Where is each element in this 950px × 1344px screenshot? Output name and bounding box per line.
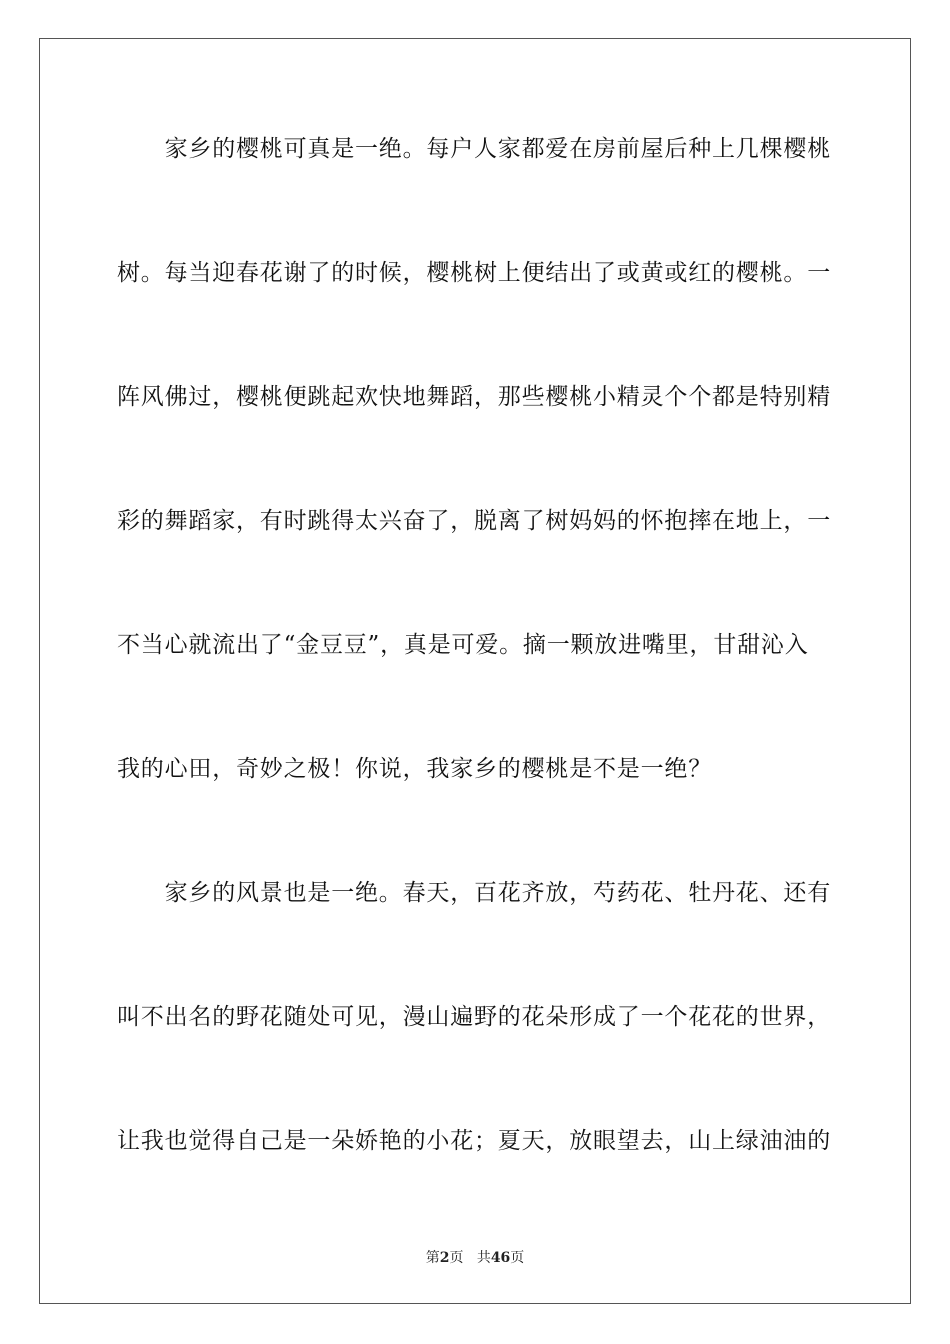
text-line-6: 我的心田，奇妙之极！你说，我家乡的樱桃是不是一绝？ — [117, 756, 712, 782]
footer-total-pages: 46 — [490, 1250, 511, 1266]
footer-prefix: 第 — [425, 1250, 440, 1266]
footer-total-prefix: 共 — [476, 1250, 491, 1266]
text-line-7: 家乡的风景也是一绝。春天，百花齐放，芍药花、牡丹花、还有 — [117, 880, 831, 906]
footer-page-suffix: 页 — [449, 1250, 464, 1266]
footer-current-page: 2 — [439, 1250, 450, 1266]
page-frame — [39, 38, 911, 1304]
text-line-4: 彩的舞蹈家，有时跳得太兴奋了，脱离了树妈妈的怀抱摔在地上，一 — [117, 508, 831, 534]
footer-total-suffix: 页 — [510, 1250, 525, 1266]
text-line-2: 树。每当迎春花谢了的时候，樱桃树上便结出了或黄或红的樱桃。一 — [117, 260, 831, 286]
text-line-1: 家乡的樱桃可真是一绝。每户人家都爱在房前屋后种上几棵樱桃 — [117, 136, 831, 162]
page-footer — [0, 1247, 950, 1267]
text-line-8: 叫不出名的野花随处可见，漫山遍野的花朵形成了一个花花的世界， — [117, 1004, 831, 1030]
text-line-3: 阵风佛过，樱桃便跳起欢快地舞蹈，那些樱桃小精灵个个都是特别精 — [117, 384, 831, 410]
text-line-5: 不当心就流出了“金豆豆”，真是可爱。摘一颗放进嘴里，甘甜沁入 — [117, 632, 809, 658]
text-line-9: 让我也觉得自己是一朵娇艳的小花；夏天，放眼望去，山上绿油油的 — [117, 1128, 831, 1154]
